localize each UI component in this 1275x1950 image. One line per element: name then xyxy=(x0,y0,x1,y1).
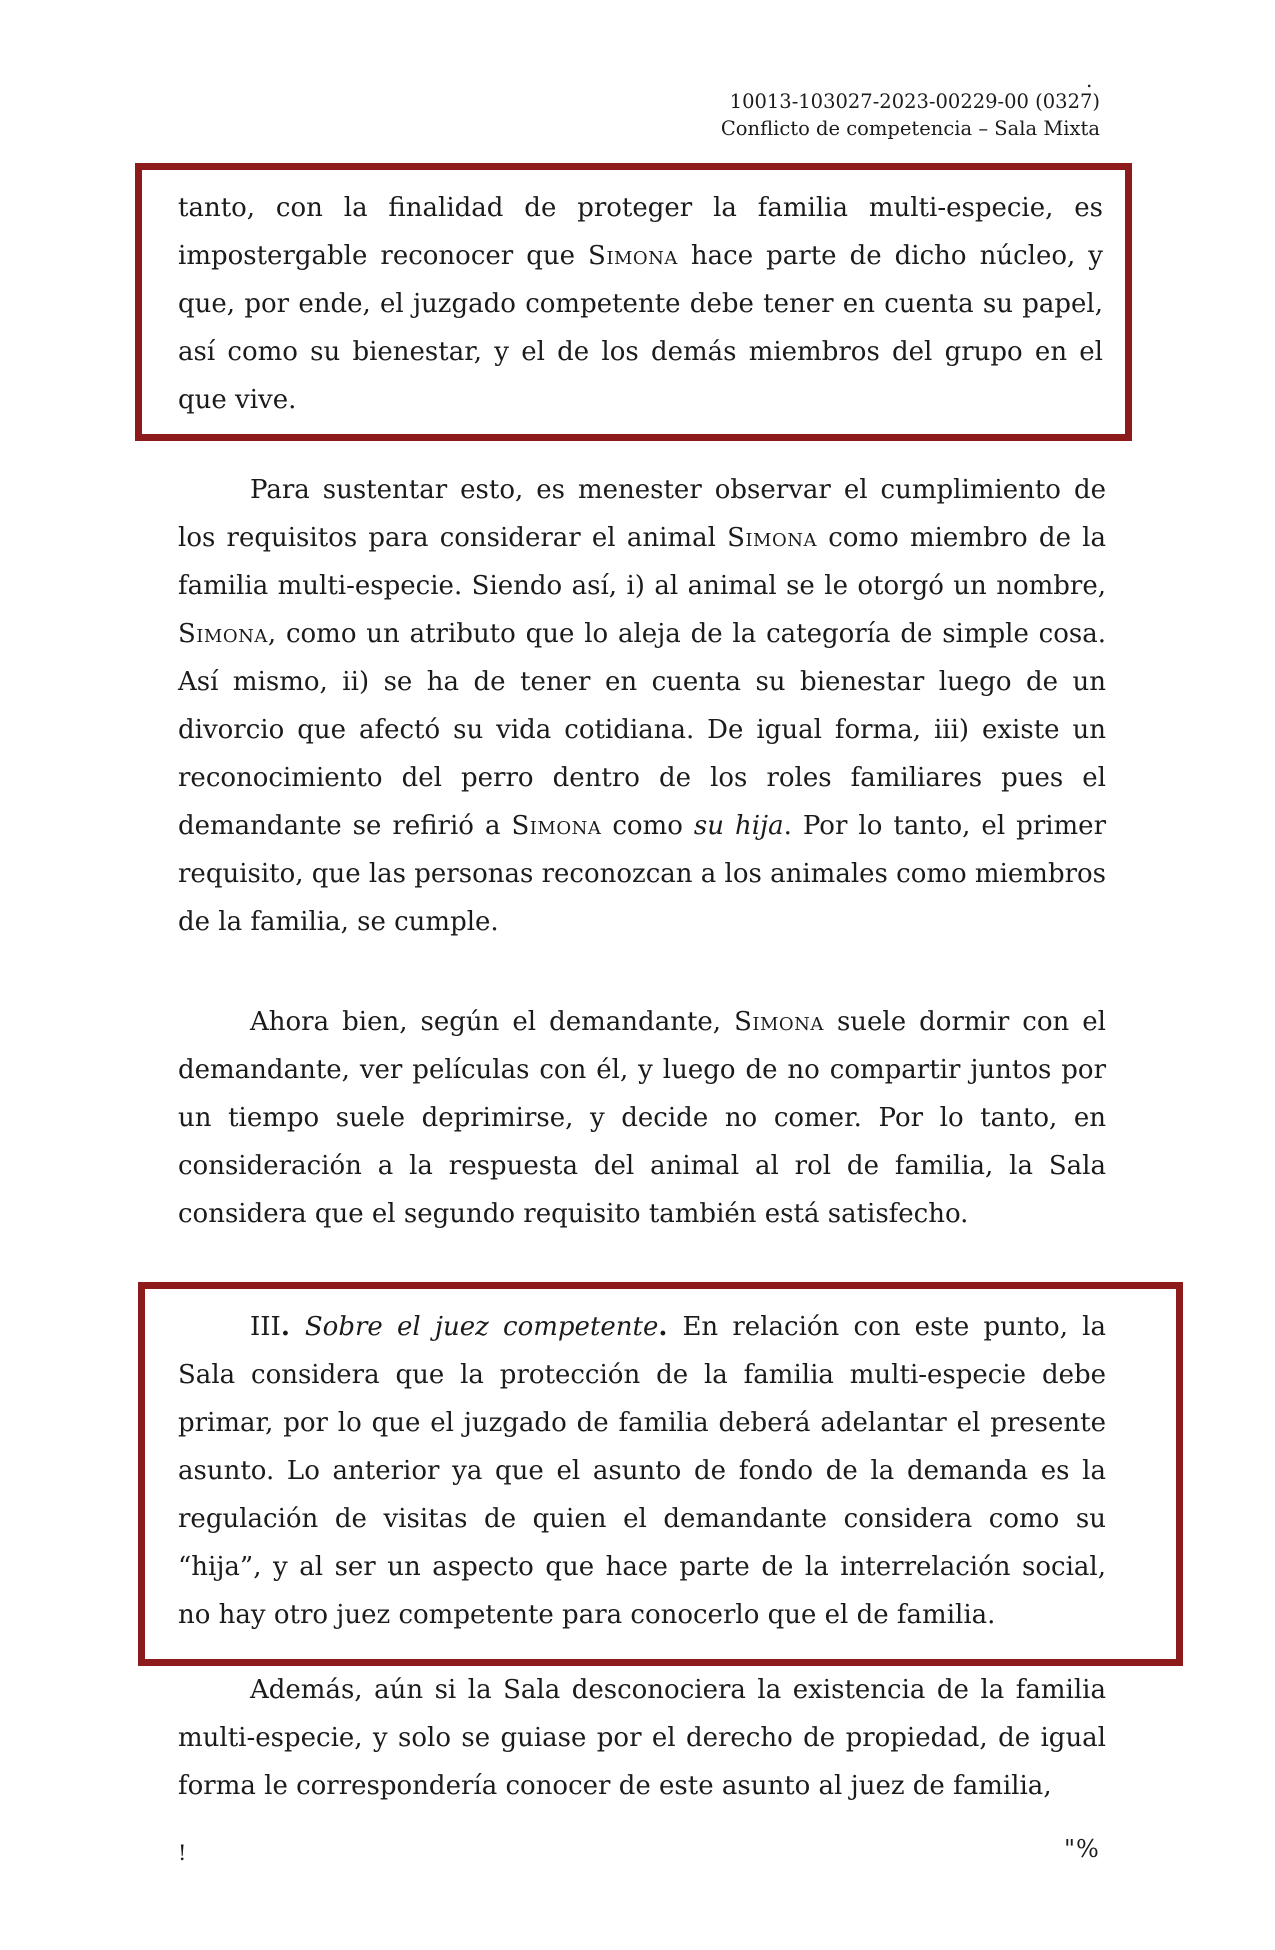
paragraph-requisitos: Para sustentar esto, es menester observar el cumplimiento de los requisitos para considerar el animal Simona como miembro de la familia multi-especie. Siendo así, i) al animal se le otorgó un nombre, Simona, como un atributo que lo aleja de la categoría de simple cosa. Así mismo, ii) se ha de tener en cuenta su bienestar luego de un divorcio que afectó su vida cotidiana. De igual forma, iii) existe un reconocimiento del perro dentro de los roles familiares pues el demandante se refirió a Simona como su hija. Por lo tanto, el primer requisito, que las personas reconozcan a los animales como miembros de la familia, se cumple. xyxy=(178,475,1107,937)
case-type: Conflicto de competencia – Sala Mixta xyxy=(720,117,1100,140)
paragraph-boxed-family-conclusion: tanto, con la finalidad de proteger la familia multi-especie, es impostergable reconocer que Simona hace parte de dicho núcleo, y que, por ende, el juzgado competente debe tener en cuenta su papel, así como su bienestar, y el de los demás miembros del grupo en el que vive. xyxy=(178,193,1103,415)
footer-right-mark: "% xyxy=(1064,1835,1100,1863)
footer-left-mark: ! xyxy=(178,1841,187,1865)
document-header xyxy=(721,88,1100,142)
highlight-box-family xyxy=(135,163,1132,441)
paragraph-ademas: Además, aún si la Sala desconociera la existencia de la familia multi-especie, y solo se guiase por el derecho de propiedad, de igual forma le correspondería conocer de este asunto al juez de familia, xyxy=(178,1675,1106,1801)
paragraph-boxed-juez-competente: III. Sobre el juez competente. En relación con este punto, la Sala considera que la protección de la familia multi-especie debe primar, por lo que el juzgado de familia deberá adelantar el presente asunto. Lo anterior ya que el asunto de fondo de la demanda es la regulación de visitas de quien el demandante considera como su “hija”, y al ser un aspecto que hace parte de la interrelación social, no hay otro juez competente para conocerlo que el de familia. xyxy=(178,1312,1106,1630)
case-number: 10013-103027-2023-00229-00 (0327) xyxy=(729,90,1100,113)
stray-dot-top-right: . xyxy=(1086,68,1093,92)
paragraph-segundo-requisito: Ahora bien, según el demandante, Simona suele dormir con el demandante, ver películas con él, y luego de no compartir juntos por un tiempo suele deprimirse, y decide no comer. Por lo tanto, en consideración a la respuesta del animal al rol de familia, la Sala considera que el segundo requisito también está satisfecho. xyxy=(178,1007,1106,1229)
highlight-box-juez-competente xyxy=(138,1282,1183,1666)
